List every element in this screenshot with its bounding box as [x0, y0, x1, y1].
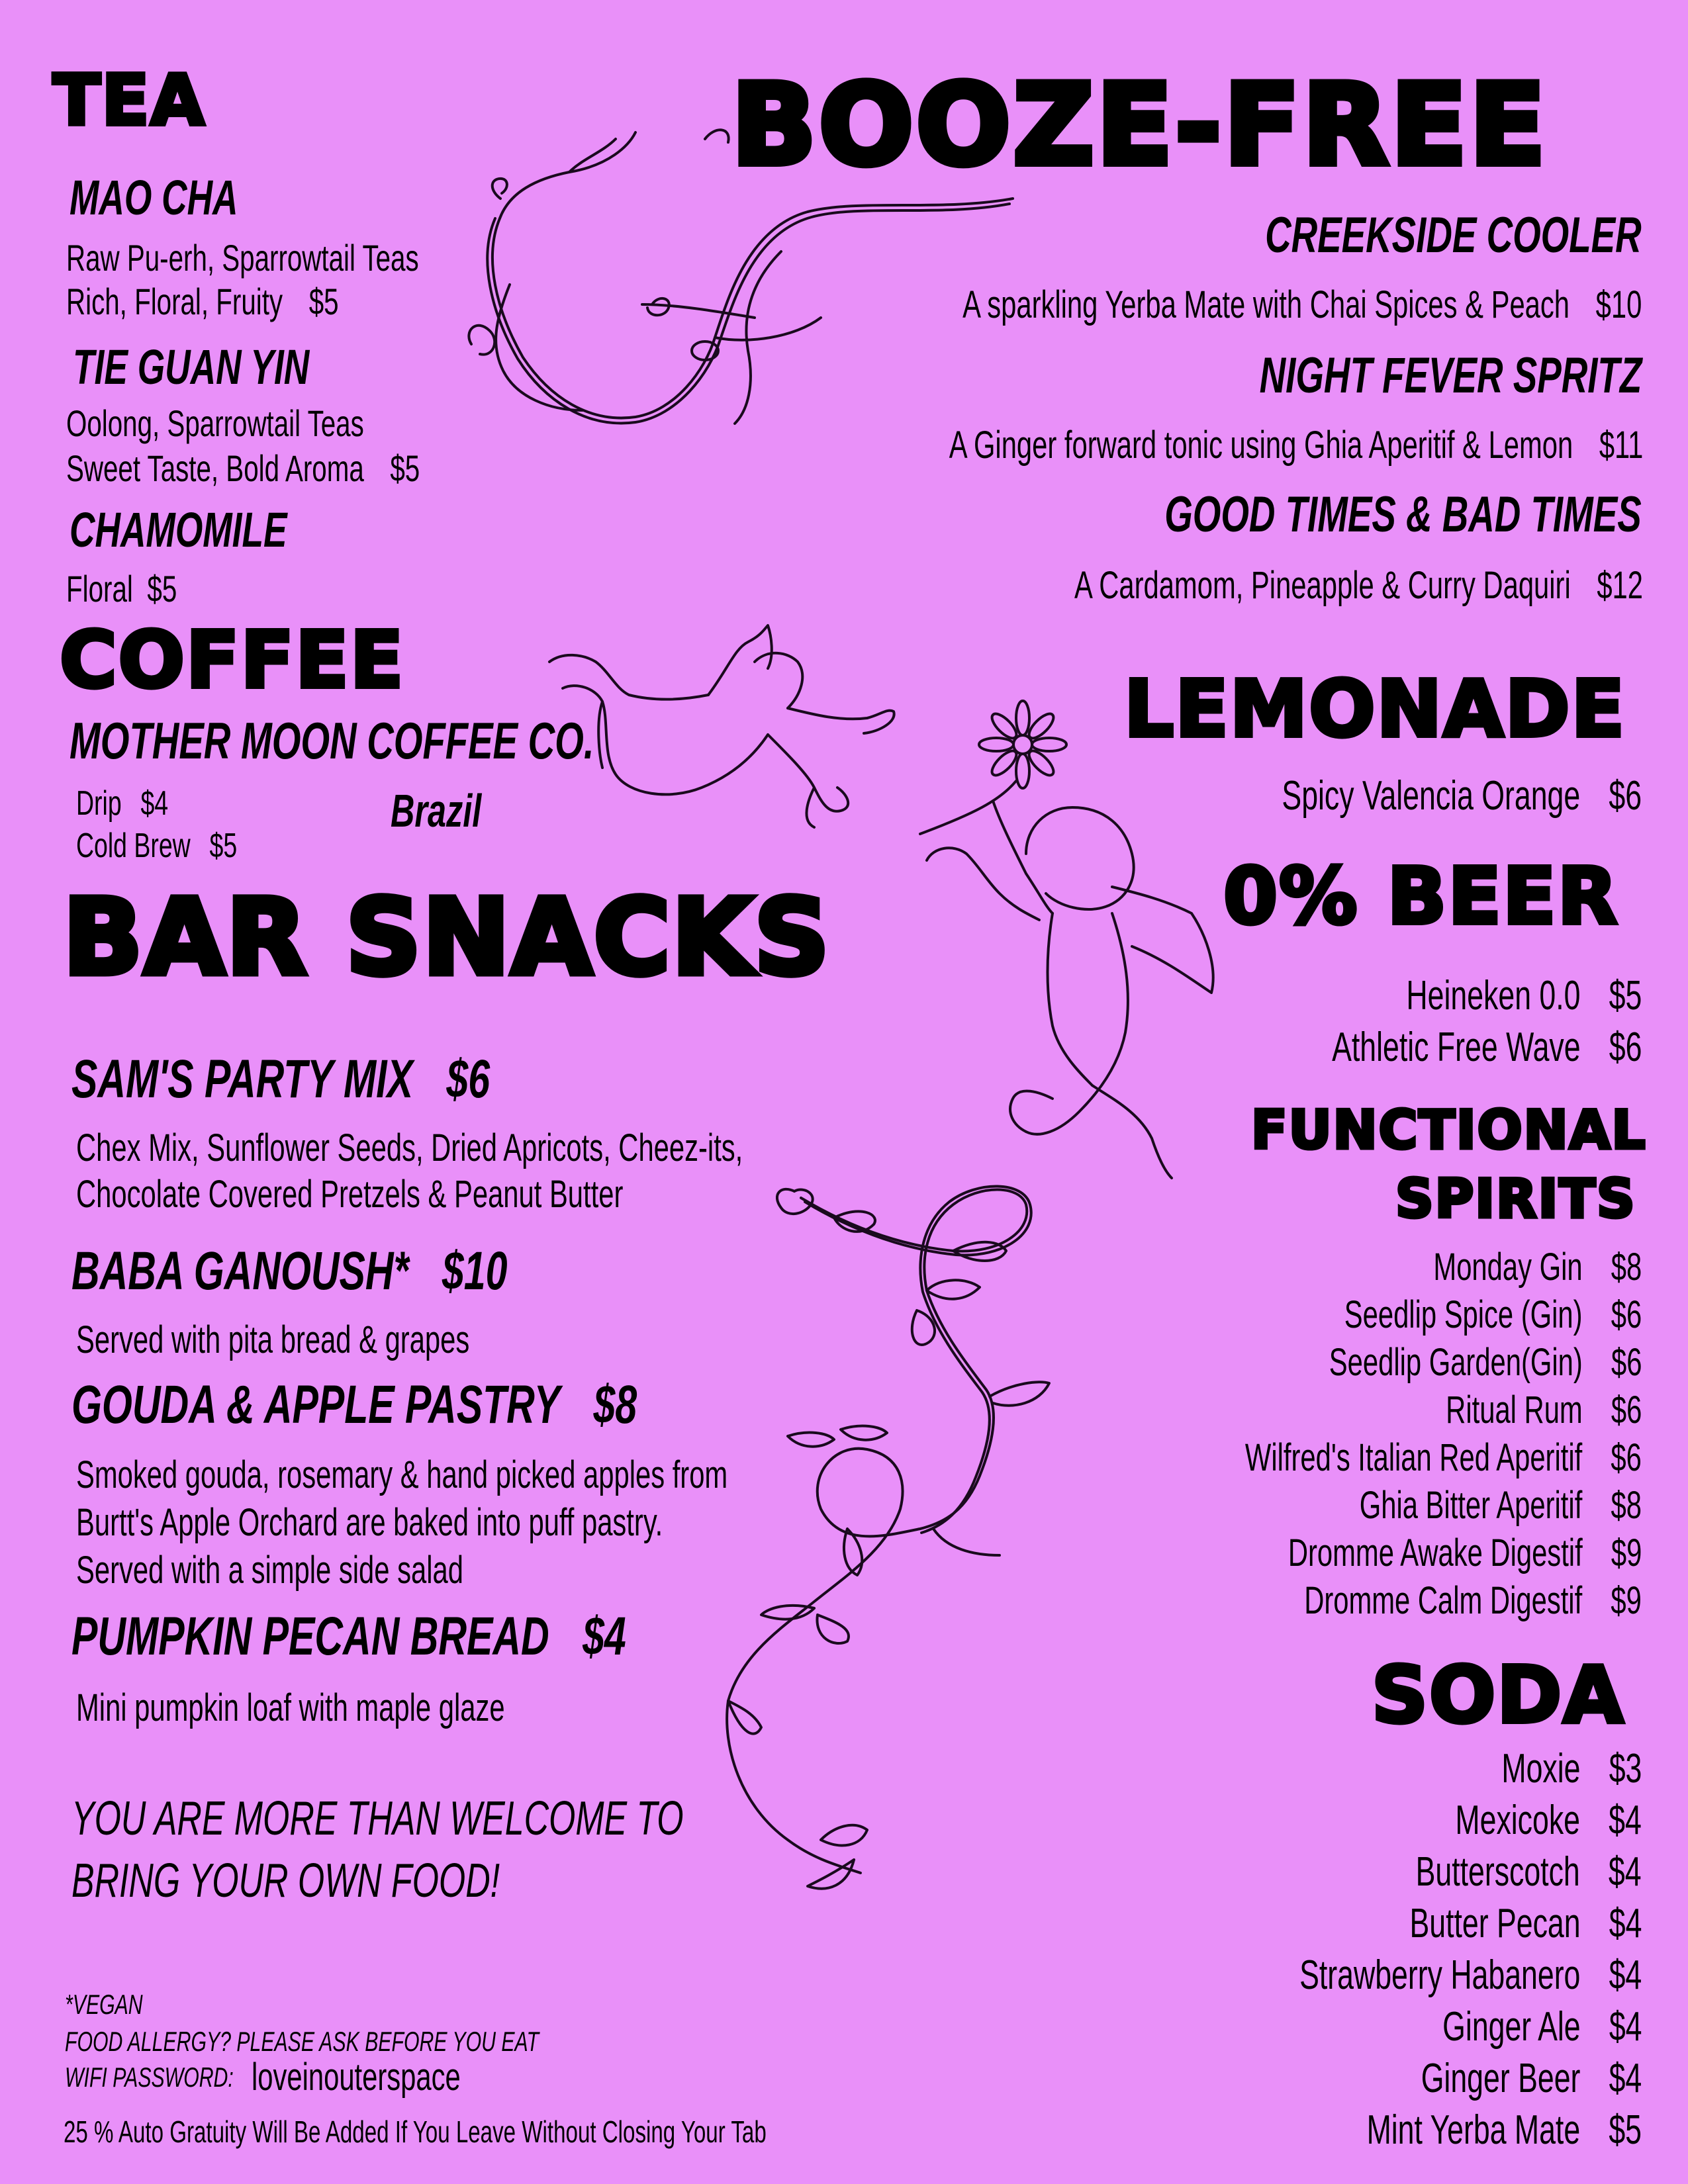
spirit-item-price: $6 [1611, 1341, 1642, 1384]
snack-item-price: $4 [583, 1606, 626, 1666]
lemonade-heading: LEMONADE [1124, 663, 1626, 754]
beer-item [1331, 1024, 1642, 1070]
tea-item-price: $5 [390, 447, 420, 489]
spirit-item-name: Ghia Bitter Aperitif [1359, 1484, 1583, 1527]
snack-item-title [71, 1606, 626, 1666]
spirit-item-name: Dromme Calm Digestif [1304, 1579, 1583, 1622]
beer-item-price: $6 [1609, 1024, 1642, 1070]
drink-item-name: CREEKSIDE COOLER [1265, 207, 1642, 263]
spirit-item-price: $6 [1611, 1388, 1642, 1432]
spirit-item [1433, 1248, 1642, 1287]
wifi-password: loveinouterspace [252, 2056, 461, 2099]
soda-item-name: Moxie [1501, 1746, 1581, 1792]
drink-item-line [949, 426, 1643, 465]
snack-item-name: SAM'S PARTY MIX [71, 1049, 413, 1109]
beer-item [1406, 973, 1642, 1019]
tea-item-desc: Sweet Taste, Bold Aroma [66, 447, 364, 489]
soda-item-name: Mexicoke [1455, 1797, 1581, 1843]
coffee-item-name: Drip [76, 784, 122, 823]
spirit-item-price: $6 [1611, 1293, 1642, 1336]
soda-item-price: $3 [1609, 1746, 1642, 1792]
spirit-item-price: $8 [1611, 1484, 1642, 1527]
beer-heading: 0% BEER [1223, 850, 1619, 942]
byo-food-note: YOU ARE MORE THAN WELCOME TO [71, 1792, 684, 1845]
tea-item-line [66, 283, 339, 320]
snack-item-desc: Chocolate Covered Pretzels & Peanut Butter [76, 1173, 624, 1216]
soda-item-name: Mint Yerba Mate [1366, 2107, 1581, 2153]
lemonade-item [1282, 773, 1642, 819]
soda-heading: SODA [1372, 1649, 1625, 1741]
drink-item-line [962, 283, 1642, 326]
soda-item-name: Butter Pecan [1409, 1901, 1581, 1946]
soda-item [1455, 1797, 1642, 1843]
soda-item-price: $4 [1609, 1797, 1642, 1843]
snack-item-desc: Burtt's Apple Orchard are baked into puff pastry. [76, 1501, 663, 1544]
spirit-item-price: $9 [1611, 1579, 1642, 1622]
wifi-label: WIFI PASSWORD: [65, 2062, 234, 2093]
spirit-item-price: $8 [1611, 1246, 1642, 1289]
snack-item-price: $8 [593, 1375, 637, 1435]
spirit-item-name: Ritual Rum [1445, 1388, 1583, 1432]
functional-spirits-heading-line2: SPIRITS [1395, 1168, 1636, 1230]
tea-item-line: Oolong, Sparrowtail Teas [66, 402, 364, 444]
tea-item-desc: Floral [66, 568, 133, 610]
functional-spirits-heading-line1: FUNCTIONAL [1251, 1099, 1647, 1161]
tea-item-line [66, 447, 420, 489]
beer-item-price: $5 [1609, 973, 1642, 1019]
tea-item-name: CHAMOMILE [70, 502, 287, 557]
gratuity-note: 25 % Auto Gratuity Will Be Added If You Leave Without Closing Your Tab [64, 2115, 767, 2149]
drink-item-desc: A sparkling Yerba Mate with Chai Spices & Peach [962, 283, 1570, 326]
tea-item-name: TIE GUAN YIN [73, 340, 310, 394]
soda-item-name: Butterscotch [1416, 1849, 1581, 1895]
ivy-vine-icon [688, 1178, 1086, 2058]
spirit-item [1304, 1579, 1642, 1622]
lemonade-item-price: $6 [1609, 773, 1642, 819]
drink-item-name: NIGHT FEVER SPRITZ [1259, 347, 1642, 404]
snack-item-name: PUMPKIN PECAN BREAD [71, 1606, 549, 1666]
spirit-item [1344, 1293, 1642, 1336]
vine-icon [437, 119, 1019, 437]
tea-heading: TEA [53, 60, 206, 141]
soda-item-name: Strawberry Habanero [1299, 1952, 1581, 1998]
tea-item-price: $5 [147, 568, 177, 610]
snack-item-desc: Chex Mix, Sunflower Seeds, Dried Apricots, Cheez-its, [76, 1126, 743, 1169]
soda-item-price: $4 [1609, 2056, 1642, 2101]
soda-item-price: $4 [1609, 1901, 1642, 1946]
coffee-roaster: MOTHER MOON COFFEE CO. [70, 711, 594, 770]
snack-item-desc: Served with a simple side salad [76, 1549, 463, 1592]
soda-item-price: $5 [1609, 2107, 1642, 2153]
soda-item [1501, 1746, 1642, 1792]
snack-item-title [71, 1241, 508, 1301]
snack-item-desc: Served with pita bread & grapes [76, 1318, 470, 1361]
soda-item [1421, 2058, 1642, 2099]
snack-item-desc: Smoked gouda, rosemary & hand picked apples from [76, 1453, 728, 1496]
drink-item-desc: A Cardamom, Pineapple & Curry Daquiri [1074, 564, 1571, 607]
snack-item-title [71, 1049, 491, 1109]
soda-item-price: $4 [1609, 2004, 1642, 2050]
soda-item [1409, 1903, 1642, 1944]
spirit-item [1329, 1343, 1642, 1382]
spirit-item [1245, 1436, 1642, 1479]
coffee-item-price: $4 [140, 784, 169, 823]
spirit-item-price: $9 [1611, 1531, 1642, 1574]
tea-item-price: $5 [308, 281, 339, 322]
snack-item-desc: Mini pumpkin loaf with maple glaze [76, 1686, 505, 1729]
bar-snacks-heading: BAR SNACKS [63, 877, 831, 999]
vegan-note: *VEGAN [65, 1989, 143, 2020]
snack-item-title [71, 1375, 637, 1435]
drink-item-line [1074, 564, 1643, 607]
beer-item-name: Heineken 0.0 [1406, 973, 1581, 1019]
snack-item-name: BABA GANOUSH* [71, 1241, 409, 1301]
spirit-item-name: Monday Gin [1433, 1246, 1583, 1289]
spirit-item-name: Wilfred's Italian Red Aperitif [1245, 1436, 1583, 1479]
spirit-item-name: Dromme Awake Digestif [1288, 1531, 1583, 1574]
tea-item-name: MAO CHA [70, 170, 238, 225]
spirit-item-name: Seedlip Spice (Gin) [1344, 1293, 1583, 1336]
spirit-item [1445, 1388, 1642, 1432]
drink-item-desc: A Ginger forward tonic using Ghia Aperitif & Lemon [949, 424, 1573, 467]
spirit-item-name: Seedlip Garden(Gin) [1329, 1341, 1583, 1384]
drink-item-price: $10 [1595, 283, 1642, 326]
soda-item-name: Ginger Beer [1421, 2056, 1581, 2101]
snack-item-name: GOUDA & APPLE PASTRY [71, 1375, 561, 1435]
spirit-item-price: $6 [1611, 1436, 1642, 1479]
drink-item-name: GOOD TIMES & BAD TIMES [1164, 486, 1642, 543]
coffee-heading: COFFEE [60, 614, 405, 705]
soda-item [1416, 1849, 1642, 1895]
booze-free-heading: BOOZE-FREE [731, 60, 1548, 190]
cherub-flower-icon [914, 781, 1231, 1191]
coffee-item-price: $5 [209, 827, 238, 865]
soda-item [1366, 2107, 1642, 2153]
cherub-flying-icon [536, 622, 933, 874]
spirit-item [1288, 1531, 1642, 1574]
soda-item-price: $4 [1609, 1849, 1642, 1895]
soda-item [1299, 1952, 1642, 1998]
byo-food-note: BRING YOUR OWN FOOD! [71, 1854, 500, 1907]
drink-item-price: $12 [1597, 564, 1643, 607]
snack-item-price: $10 [442, 1241, 508, 1301]
beer-item-name: Athletic Free Wave [1331, 1024, 1581, 1070]
spirit-item [1360, 1486, 1642, 1525]
coffee-item [76, 786, 168, 821]
drink-item-price: $11 [1599, 424, 1643, 467]
tea-item-line: Raw Pu-erh, Sparrowtail Teas [66, 237, 419, 279]
lemonade-item-name: Spicy Valencia Orange [1282, 773, 1581, 819]
snack-item-price: $6 [446, 1049, 491, 1109]
tea-item-desc: Rich, Floral, Fruity [66, 281, 283, 322]
allergy-note: FOOD ALLERGY? PLEASE ASK BEFORE YOU EAT [65, 2026, 539, 2057]
soda-item-name: Ginger Ale [1442, 2004, 1581, 2050]
soda-item [1442, 2004, 1642, 2050]
coffee-item-name: Cold Brew [76, 827, 191, 865]
coffee-origin: Brazil [391, 785, 482, 837]
tea-item-line [66, 570, 177, 608]
coffee-item [76, 829, 237, 863]
soda-item-price: $4 [1609, 1952, 1642, 1998]
